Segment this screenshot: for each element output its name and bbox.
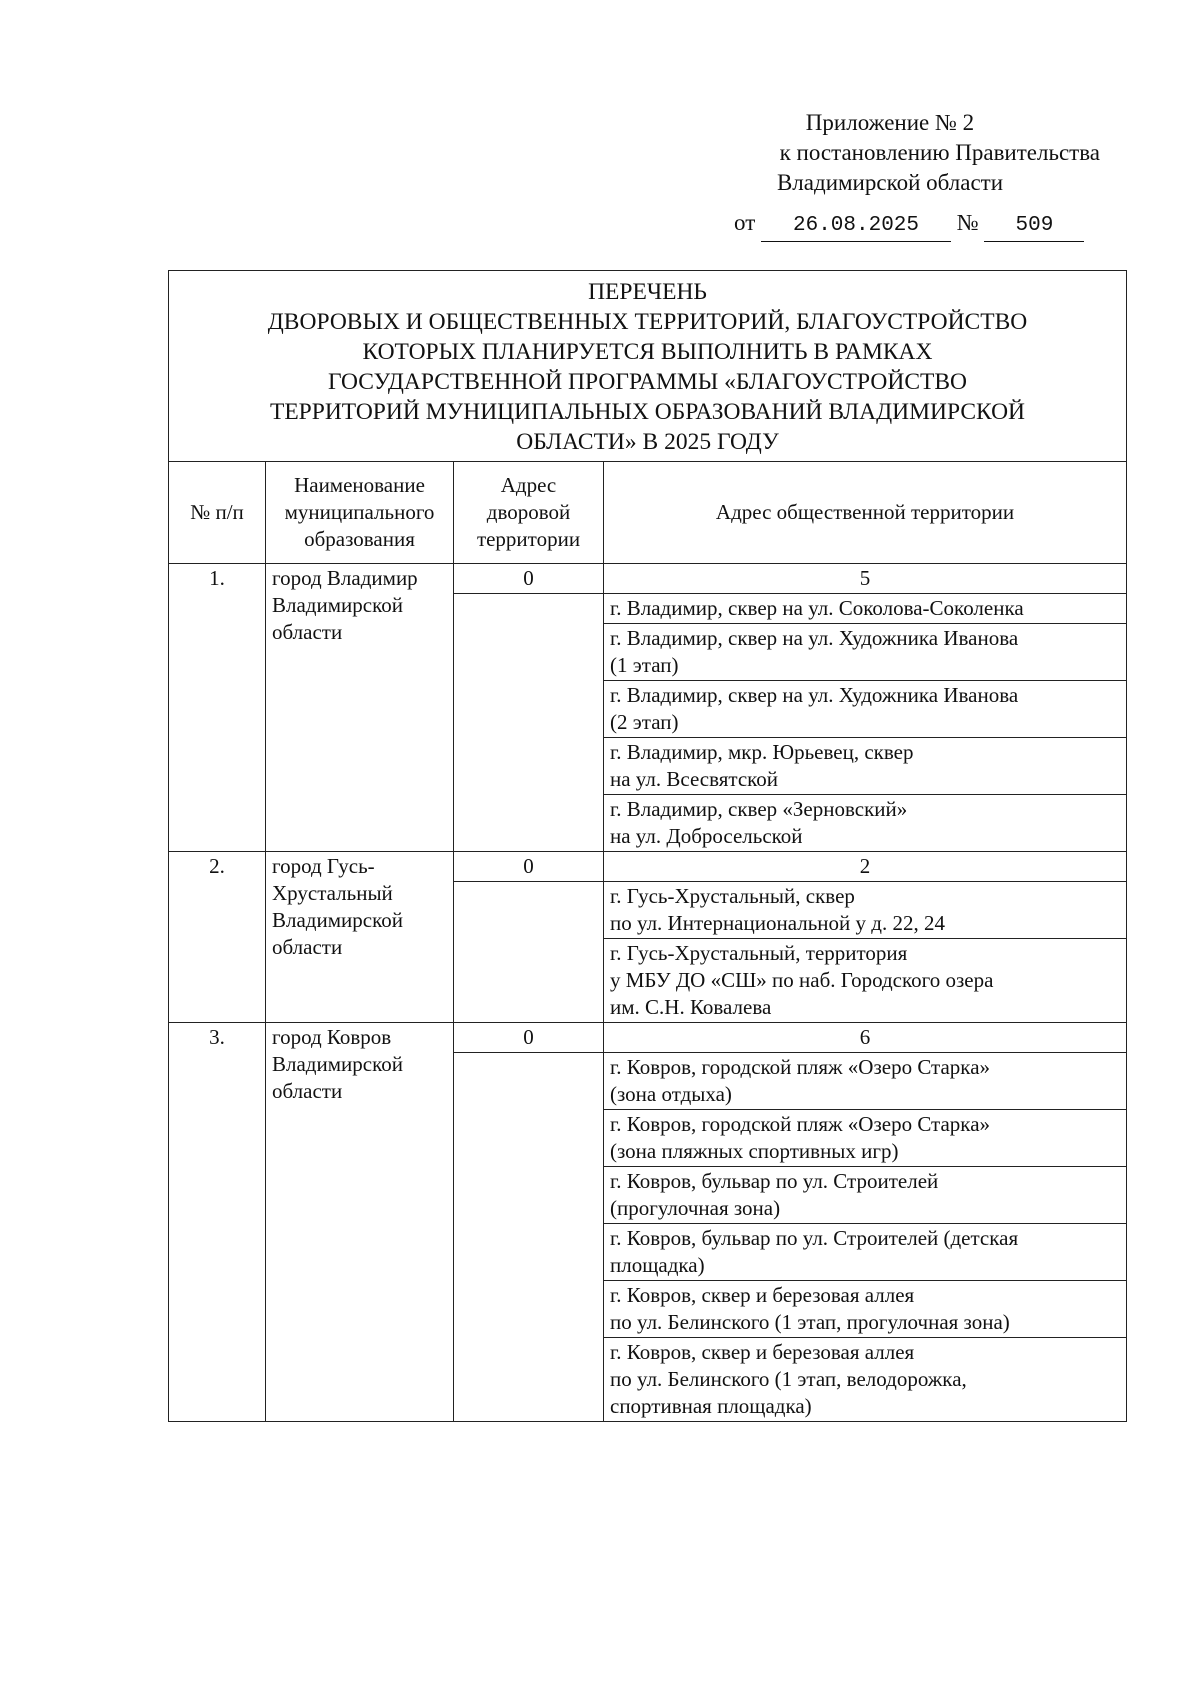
public-address	[604, 624, 1127, 681]
address-line: г. Ковров, бульвар по ул. Строителей	[610, 1169, 939, 1193]
yard-address-empty	[454, 594, 604, 852]
address-line: г. Владимир, сквер на ул. Художника Иванова	[610, 683, 1019, 707]
yard-count: 0	[454, 852, 604, 882]
col-header-public-address: Адрес общественной территории	[604, 462, 1127, 564]
yard-address-empty	[454, 1053, 604, 1422]
address-line: г. Владимир, сквер на ул. Соколова-Соколенка	[610, 596, 1024, 620]
address-line: им. С.Н. Ковалева	[610, 995, 772, 1019]
address-line: по ул. Белинского (1 этап, прогулочная зона)	[610, 1310, 1010, 1334]
municipality-line: город Ковров	[272, 1025, 392, 1049]
column-header-row	[169, 462, 1127, 564]
address-line: (зона пляжных спортивных игр)	[610, 1139, 899, 1163]
document-date: 26.08.2025	[761, 211, 951, 242]
row-number: 1.	[169, 564, 266, 852]
document-title	[169, 271, 1127, 462]
title-row	[169, 271, 1127, 462]
public-count: 5	[604, 564, 1127, 594]
public-address	[604, 795, 1127, 852]
municipality-line: Хрустальный	[272, 881, 393, 905]
public-address	[604, 1338, 1127, 1422]
address-line: на ул. Добросельской	[610, 824, 803, 848]
public-address	[604, 1224, 1127, 1281]
document-number: 509	[984, 211, 1084, 242]
municipality-line: Владимирской	[272, 1052, 403, 1076]
number-prefix: №	[956, 210, 979, 235]
address-line: (прогулочная зона)	[610, 1196, 781, 1220]
address-line: г. Ковров, городской пляж «Озеро Старка»	[610, 1112, 991, 1136]
col-header-yard-address: Адрес дворовой территории	[454, 462, 604, 564]
municipality-line: области	[272, 1079, 343, 1103]
appendix-header	[680, 108, 1100, 198]
public-address	[604, 1053, 1127, 1110]
public-address	[604, 1110, 1127, 1167]
title-line: ОБЛАСТИ» В 2025 ГОДУ	[516, 429, 779, 455]
address-line: г. Гусь-Хрустальный, сквер	[610, 884, 855, 908]
address-line: г. Ковров, сквер и березовая аллея	[610, 1283, 915, 1307]
address-line: (зона отдыха)	[610, 1082, 732, 1106]
address-line: г. Владимир, мкр. Юрьевец, сквер	[610, 740, 914, 764]
public-address	[604, 594, 1127, 624]
title-line: ГОСУДАРСТВЕННОЙ ПРОГРАММЫ «БЛАГОУСТРОЙСТВО	[328, 369, 967, 395]
address-line: г. Владимир, сквер «Зерновский»	[610, 797, 908, 821]
yard-count: 0	[454, 564, 604, 594]
public-address	[604, 738, 1127, 795]
municipality-line: Владимирской	[272, 908, 403, 932]
row-number: 3.	[169, 1023, 266, 1422]
row-number: 2.	[169, 852, 266, 1023]
address-line: на ул. Всесвятской	[610, 767, 779, 791]
group-count-row	[169, 564, 1127, 594]
public-address	[604, 939, 1127, 1023]
appendix-region: Владимирской области	[776, 170, 1004, 195]
address-line: г. Владимир, сквер на ул. Художника Иванова	[610, 626, 1019, 650]
title-line: ТЕРРИТОРИЙ МУНИЦИПАЛЬНЫХ ОБРАЗОВАНИЙ ВЛАДИМИРСКОЙ	[269, 399, 1026, 425]
col-header-municipality: Наименование муниципального образования	[266, 462, 454, 564]
address-line: по ул. Интернациональной у д. 22, 24	[610, 911, 945, 935]
municipality-name	[266, 852, 454, 1023]
title-line: ПЕРЕЧЕНЬ	[588, 279, 707, 305]
municipality-name	[266, 564, 454, 852]
address-line: (1 этап)	[610, 653, 679, 677]
group-count-row	[169, 1023, 1127, 1053]
address-line: спортивная площадка)	[610, 1394, 812, 1418]
municipality-name	[266, 1023, 454, 1422]
public-address	[604, 882, 1127, 939]
municipality-line: области	[272, 620, 343, 644]
municipality-line: Владимирской	[272, 593, 403, 617]
public-address	[604, 1167, 1127, 1224]
appendix-reference: к постановлению Правительства	[779, 140, 1100, 165]
municipality-line: город Владимир	[272, 566, 418, 590]
yard-address-empty	[454, 882, 604, 1023]
address-line: по ул. Белинского (1 этап, велодорожка,	[610, 1367, 967, 1391]
address-line: г. Ковров, сквер и березовая аллея	[610, 1340, 915, 1364]
yard-count: 0	[454, 1023, 604, 1053]
municipality-line: город Гусь-	[272, 854, 375, 878]
title-line: ДВОРОВЫХ И ОБЩЕСТВЕННЫХ ТЕРРИТОРИЙ, БЛАГОУСТРОЙСТВО	[267, 309, 1028, 335]
appendix-date-number	[734, 208, 1122, 242]
group-count-row	[169, 852, 1127, 882]
address-line: площадка)	[610, 1253, 705, 1277]
address-line: у МБУ ДО «СШ» по наб. Городского озера	[610, 968, 994, 992]
address-line: г. Ковров, бульвар по ул. Строителей (детская	[610, 1226, 1019, 1250]
territory-table	[168, 270, 1127, 1422]
date-prefix: от	[734, 210, 756, 235]
title-line: КОТОРЫХ ПЛАНИРУЕТСЯ ВЫПОЛНИТЬ В РАМКАХ	[362, 339, 933, 365]
public-address	[604, 681, 1127, 738]
address-line: г. Ковров, городской пляж «Озеро Старка»	[610, 1055, 991, 1079]
address-line: (2 этап)	[610, 710, 679, 734]
public-count: 2	[604, 852, 1127, 882]
appendix-title: Приложение № 2	[805, 110, 975, 135]
public-address	[604, 1281, 1127, 1338]
municipality-line: области	[272, 935, 343, 959]
address-line: г. Гусь-Хрустальный, территория	[610, 941, 908, 965]
public-count: 6	[604, 1023, 1127, 1053]
col-header-num: № п/п	[169, 462, 266, 564]
